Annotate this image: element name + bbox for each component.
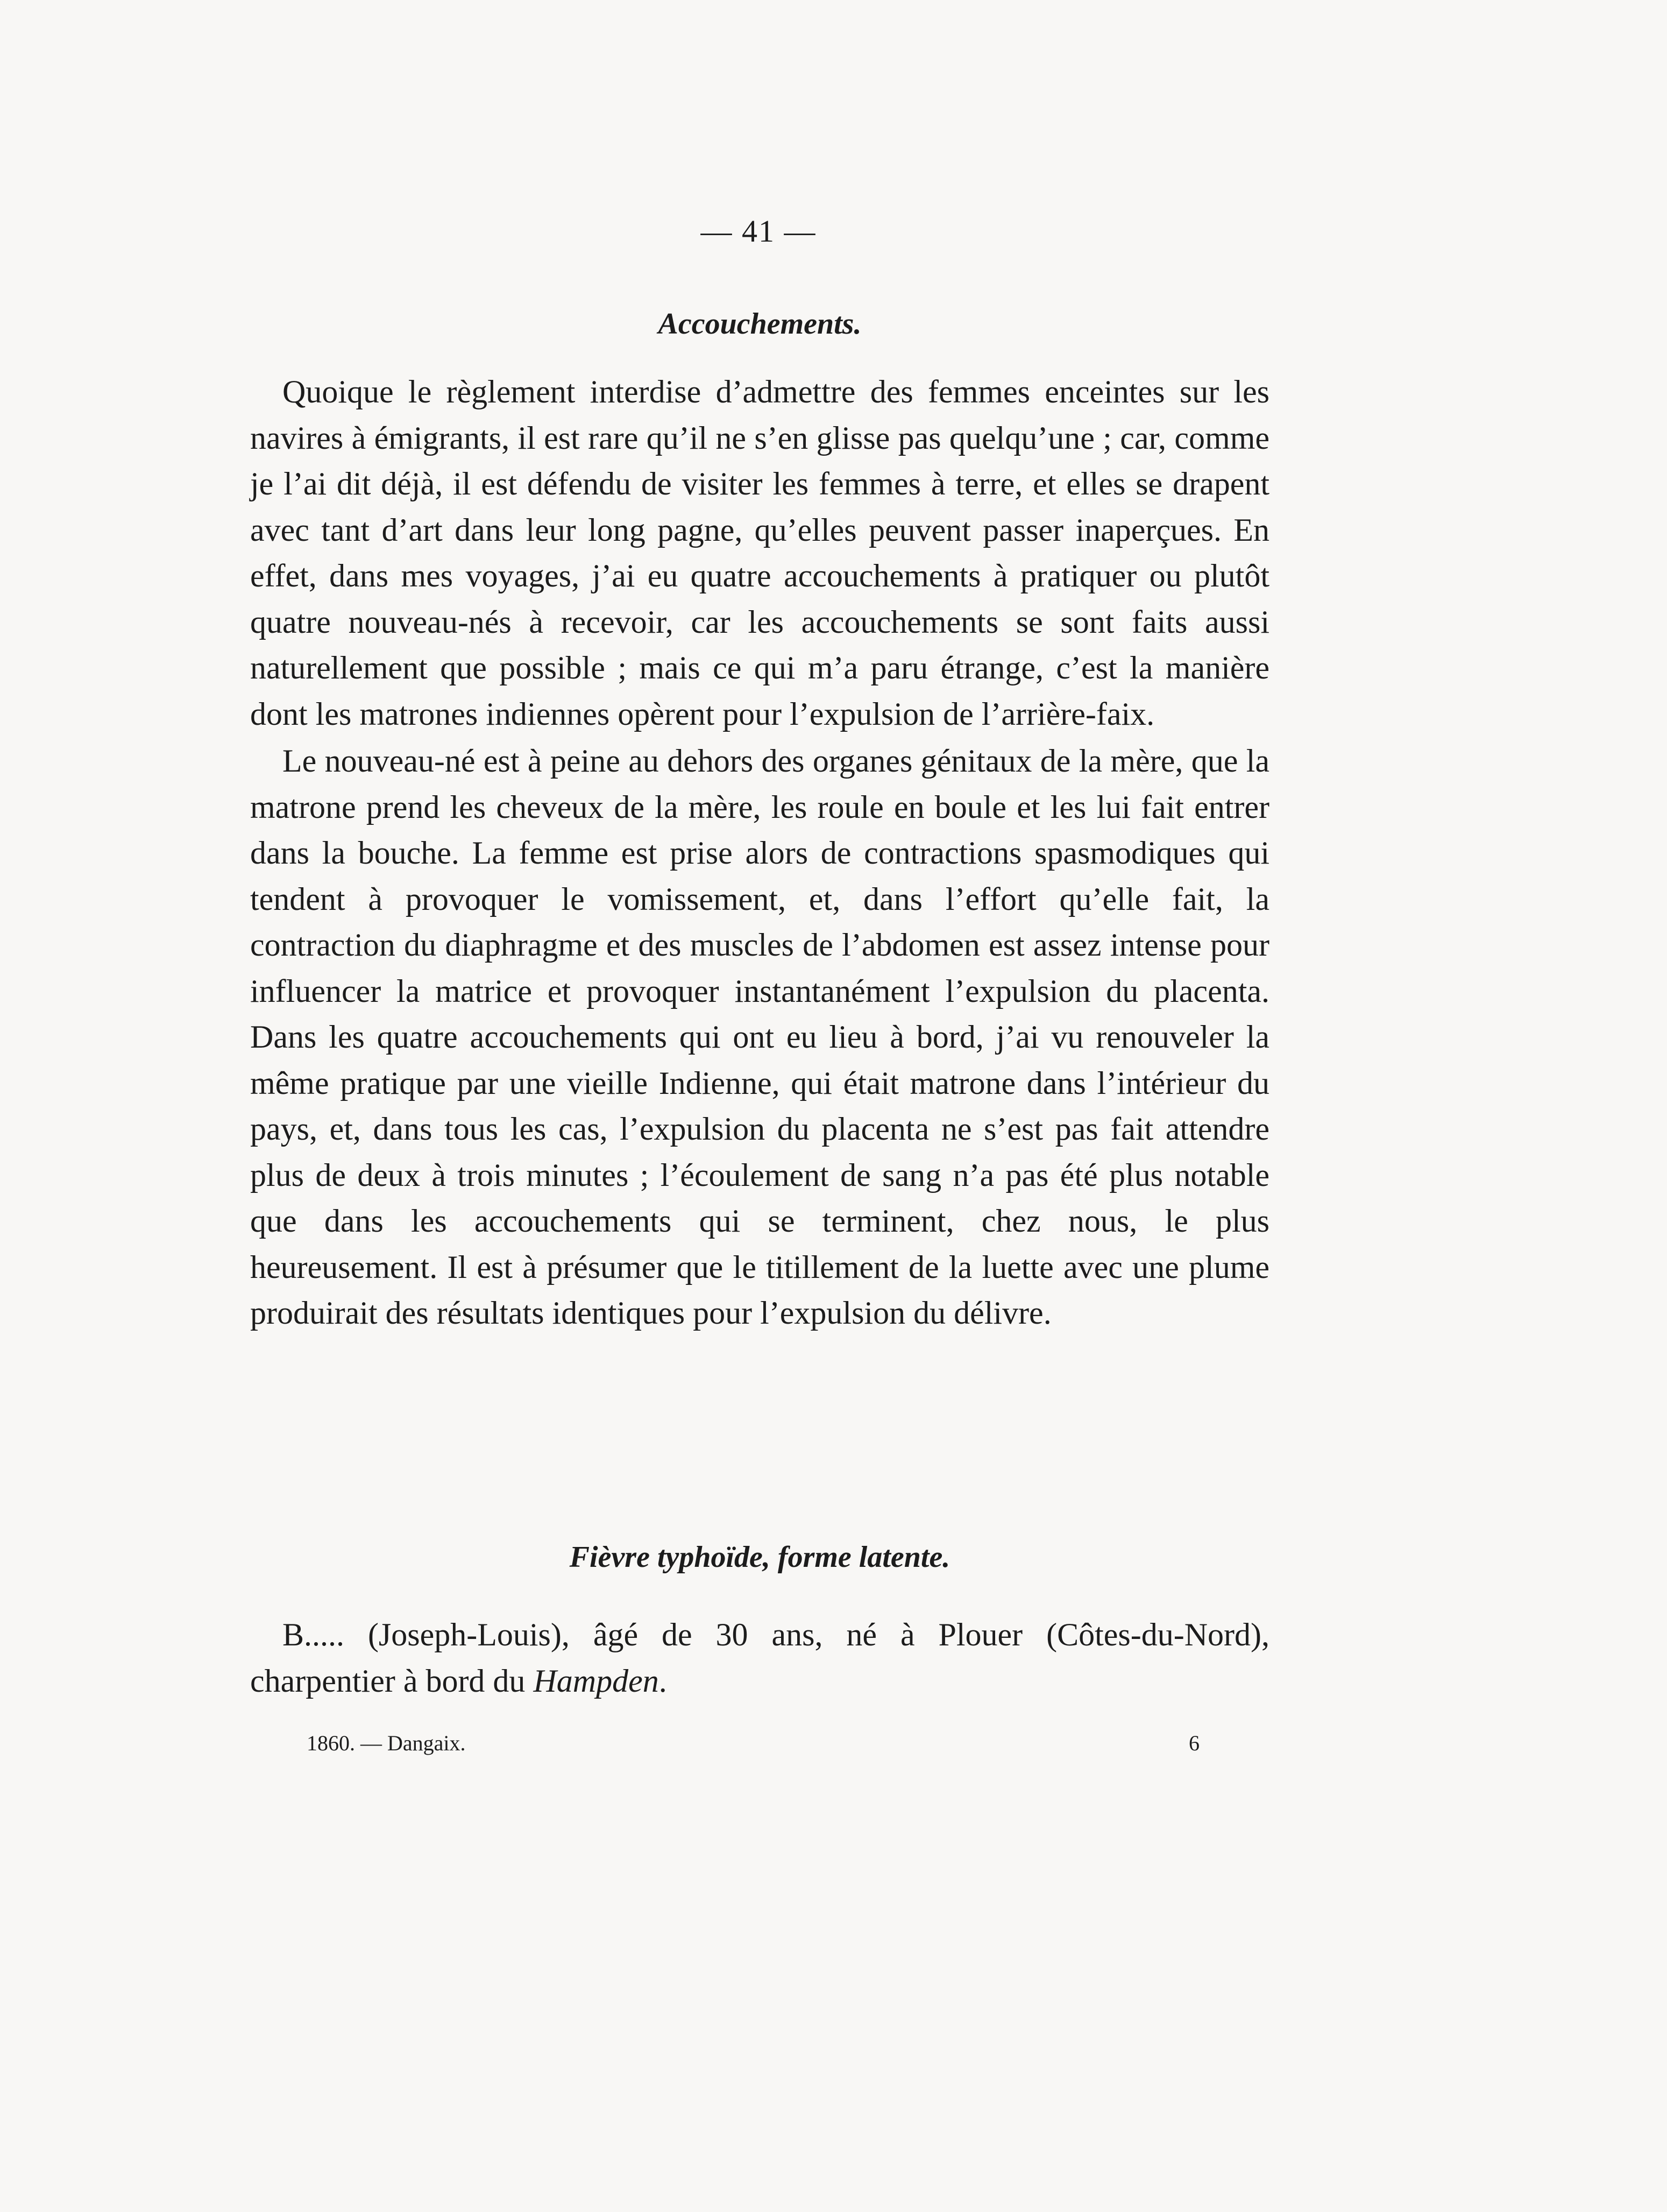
page-footer bbox=[307, 1730, 1200, 1756]
page-number: — 41 — bbox=[700, 214, 817, 249]
section-accouchements bbox=[250, 307, 1269, 1337]
paragraph-2: Le nouveau-né est à peine au dehors des organes génitaux de la mère, que la matrone prend les cheveux de la mère, les roule en boule et les lui fait entrer dans la bouche. La femme est prise alors de contractions spasmodiques qui tendent à provoquer le vomissement, et, dans l’effort qu’elle fait, la contraction du diaphragme et des muscles de l’abdomen est assez intense pour influencer la matrice et provoquer instantanément l’expulsion du placenta. Dans les quatre accouchements qui ont eu lieu à bord, j’ai vu renouveler la même pratique par une vieille Indienne, qui était matrone dans l’intérieur du pays, et, dans tous les cas, l’expulsion du placenta ne s’est pas fait attendre plus de deux à trois minutes ; l’écoulement de sang n’a pas été plus notable que dans les accouchements qui se terminent, chez nous, le plus heureusement. Il est à présumer que le titillement de la luette avec une plume produirait des résultats identiques pour l’expulsion du délivre. bbox=[250, 743, 1269, 1331]
section-fievre-typhoide bbox=[250, 1540, 1269, 1704]
section-title-accouchements: Accouchements. bbox=[658, 307, 862, 341]
paragraph-1: Quoique le règlement interdise d’admettre des femmes enceintes sur les navires à émigrants, il est rare qu’il ne s’en glisse pas quelqu’une ; car, comme je l’ai dit déjà, il est défendu de visiter les femmes à terre, et elles se drapent avec tant d’art dans leur long pagne, qu’elles peuvent passer inaperçues. En effet, dans mes voyages, j’ai eu quatre accouchements à pratiquer ou plutôt quatre nouveau-nés à recevoir, car les accouchements se sont faits aussi naturellement que possible ; mais ce qui m’a paru étrange, c’est la manière dont les matrones indiennes opèrent pour l’expulsion de l’arrière-faix. bbox=[250, 374, 1269, 732]
section-title-fievre-typhoide: Fièvre typhoïde, forme latente. bbox=[569, 1540, 950, 1574]
paragraph-3-text: B..... (Joseph-Louis), âgé de 30 ans, né à Plouer (Côtes-du-Nord), charpentier à bord du bbox=[250, 1617, 1269, 1699]
paragraph-3-end: . bbox=[658, 1663, 667, 1699]
footer-signature-mark: 6 bbox=[1189, 1731, 1200, 1755]
paragraph-3 bbox=[250, 1612, 1269, 1704]
ship-name: Hampden bbox=[533, 1663, 659, 1699]
footer-imprint: 1860. — Dangaix. bbox=[307, 1731, 466, 1755]
